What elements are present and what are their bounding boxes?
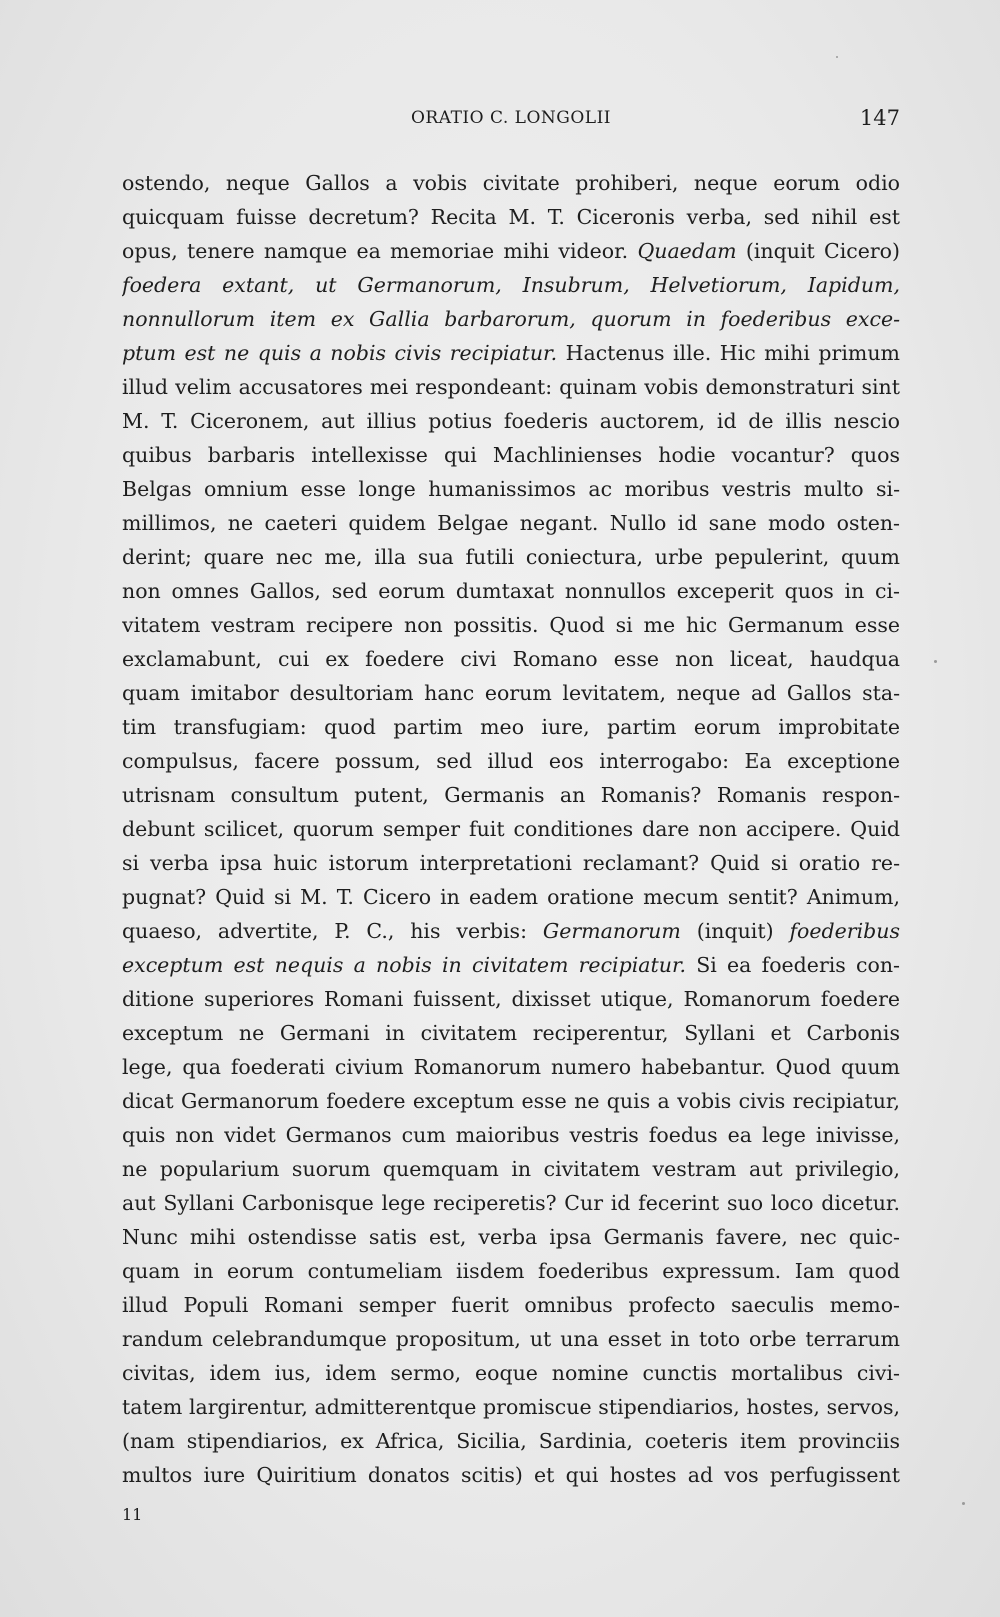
text-segment: (inquit Cicero) — [736, 239, 900, 263]
text-segment: (inquit) — [680, 919, 790, 943]
italic-segment: exceptum est nequis a nobis in civitatem recipiatur. — [122, 953, 687, 977]
text-line — [122, 914, 900, 948]
text-segment: non omnes Gallos, sed eorum dumtaxat nonnullos exceperit quos in ci- — [122, 579, 900, 603]
text-line — [122, 744, 900, 778]
text-line — [122, 574, 900, 608]
body-text — [122, 166, 900, 1492]
text-line — [122, 1152, 900, 1186]
text-segment: Hactenus ille. Hic mihi primum — [557, 341, 900, 365]
text-line — [122, 778, 900, 812]
text-segment: Si ea foederis con- — [686, 953, 900, 977]
text-line — [122, 472, 900, 506]
text-segment: quis non videt Germanos cum maioribus vestris foedus ea lege inivisse, — [122, 1123, 900, 1147]
text-segment: quam imitabor desultoriam hanc eorum levitatem, neque ad Gallos sta- — [122, 681, 900, 705]
text-line — [122, 1084, 900, 1118]
text-line — [122, 1458, 900, 1492]
text-line — [122, 948, 900, 982]
text-line — [122, 1016, 900, 1050]
text-segment: quibus barbaris intellexisse qui Machlinienses hodie vocantur? quos — [122, 443, 900, 467]
text-segment: opus, tenere namque ea memoriae mihi videor. — [122, 239, 638, 263]
text-segment: (nam stipendiarios, ex Africa, Sicilia, Sardinia, coeteris item provinciis — [122, 1429, 900, 1453]
running-head — [122, 108, 900, 138]
text-segment: Nunc mihi ostendisse satis est, verba ipsa Germanis favere, nec quic- — [122, 1225, 900, 1249]
text-line — [122, 812, 900, 846]
text-segment: randum celebrandumque propositum, ut una esset in toto orbe terrarum — [122, 1327, 900, 1351]
text-segment: quam in eorum contumeliam iisdem foederibus expressum. Iam quod — [122, 1259, 900, 1283]
text-segment: quaeso, advertite, P. C., his verbis: — [122, 919, 543, 943]
italic-segment: Germanorum — [542, 919, 681, 943]
text-line — [122, 1050, 900, 1084]
text-segment: ne popularium suorum quemquam in civitatem vestram aut privilegio, — [122, 1157, 900, 1181]
signature-mark: 11 — [122, 1505, 143, 1524]
text-line — [122, 540, 900, 574]
text-line — [122, 1390, 900, 1424]
text-segment: tim transfugiam: quod partim meo iure, partim eorum improbitate — [122, 715, 900, 739]
text-segment: si verba ipsa huic istorum interpretationi reclamant? Quid si oratio re- — [122, 851, 900, 875]
paper-speck — [962, 1502, 965, 1505]
text-line — [122, 302, 900, 336]
text-segment: ostendo, neque Gallos a vobis civitate prohiberi, neque eorum odio — [122, 171, 900, 195]
text-segment: civitas, idem ius, idem sermo, eoque nomine cunctis mortalibus civi- — [122, 1361, 900, 1385]
text-line — [122, 1322, 900, 1356]
text-line — [122, 234, 900, 268]
paper-speck — [836, 56, 838, 58]
text-segment: lege, qua foederati civium Romanorum numero habebantur. Quod quum — [122, 1055, 900, 1079]
italic-segment: foedera extant, ut Germanorum, Insubrum, Helvetiorum, Iapidum, — [122, 273, 900, 297]
text-line — [122, 1424, 900, 1458]
text-line — [122, 336, 900, 370]
text-line — [122, 200, 900, 234]
text-line — [122, 1288, 900, 1322]
text-line — [122, 880, 900, 914]
text-segment: tatem largirentur, admitterentque promiscue stipendiarios, hostes, servos, — [122, 1395, 900, 1419]
text-line — [122, 166, 900, 200]
text-segment: quicquam fuisse decretum? Recita M. T. Ciceronis verba, sed nihil est — [122, 205, 900, 229]
text-segment: utrisnam consultum putent, Germanis an Romanis? Romanis respon- — [122, 783, 900, 807]
text-line — [122, 404, 900, 438]
text-segment: aut Syllani Carbonisque lege reciperetis? Cur id fecerint suo loco dicetur. — [122, 1191, 900, 1215]
text-line — [122, 1186, 900, 1220]
text-segment: pugnat? Quid si M. T. Cicero in eadem oratione mecum sentit? Animum, — [122, 885, 900, 909]
text-line — [122, 676, 900, 710]
text-line — [122, 506, 900, 540]
text-segment: millimos, ne caeteri quidem Belgae negant. Nullo id sane modo osten- — [122, 511, 900, 535]
text-segment: dicat Germanorum foedere exceptum esse ne quis a vobis civis recipiatur, — [122, 1089, 900, 1113]
text-line — [122, 642, 900, 676]
text-line — [122, 370, 900, 404]
text-line — [122, 1220, 900, 1254]
text-line — [122, 268, 900, 302]
text-segment: debunt scilicet, quorum semper fuit conditiones dare non accipere. Quid — [122, 817, 900, 841]
text-segment: compulsus, facere possum, sed illud eos interrogabo: Ea exceptione — [122, 749, 900, 773]
running-title: ORATIO C. LONGOLII — [410, 108, 612, 128]
text-line — [122, 982, 900, 1016]
page-number: 147 — [859, 106, 900, 130]
italic-segment: foederibus — [789, 919, 900, 943]
text-segment: exceptum ne Germani in civitatem reciperentur, Syllani et Carbonis — [122, 1021, 900, 1045]
text-line — [122, 1254, 900, 1288]
italic-segment: nonnullorum item ex Gallia barbarorum, quorum in foederibus exce- — [122, 307, 900, 331]
text-segment: Belgas omnium esse longe humanissimos ac moribus vestris multo si- — [122, 477, 900, 501]
text-segment: derint; quare nec me, illa sua futili coniectura, urbe pepulerint, quum — [122, 545, 900, 569]
text-segment: illud Populi Romani semper fuerit omnibus profecto saeculis memo- — [122, 1293, 900, 1317]
text-line — [122, 608, 900, 642]
text-segment: vitatem vestram recipere non possitis. Quod si me hic Germanum esse — [122, 613, 900, 637]
italic-segment: ptum est ne quis a nobis civis recipiatur. — [122, 341, 558, 365]
text-line — [122, 438, 900, 472]
text-line — [122, 846, 900, 880]
italic-segment: Quaedam — [637, 239, 737, 263]
text-line — [122, 710, 900, 744]
text-segment: illud velim accusatores mei respondeant: quinam vobis demonstraturi sint — [122, 375, 900, 399]
text-line — [122, 1356, 900, 1390]
text-segment: multos iure Quiritium donatos scitis) et qui hostes ad vos perfugissent — [122, 1463, 900, 1487]
text-segment: ditione superiores Romani fuissent, dixisset utique, Romanorum foedere — [122, 987, 900, 1011]
paper-speck — [934, 660, 937, 663]
text-segment: exclamabunt, cui ex foedere civi Romano esse non liceat, haudqua — [122, 647, 900, 671]
text-segment: M. T. Ciceronem, aut illius potius foederis auctorem, id de illis nescio — [122, 409, 900, 433]
text-line — [122, 1118, 900, 1152]
